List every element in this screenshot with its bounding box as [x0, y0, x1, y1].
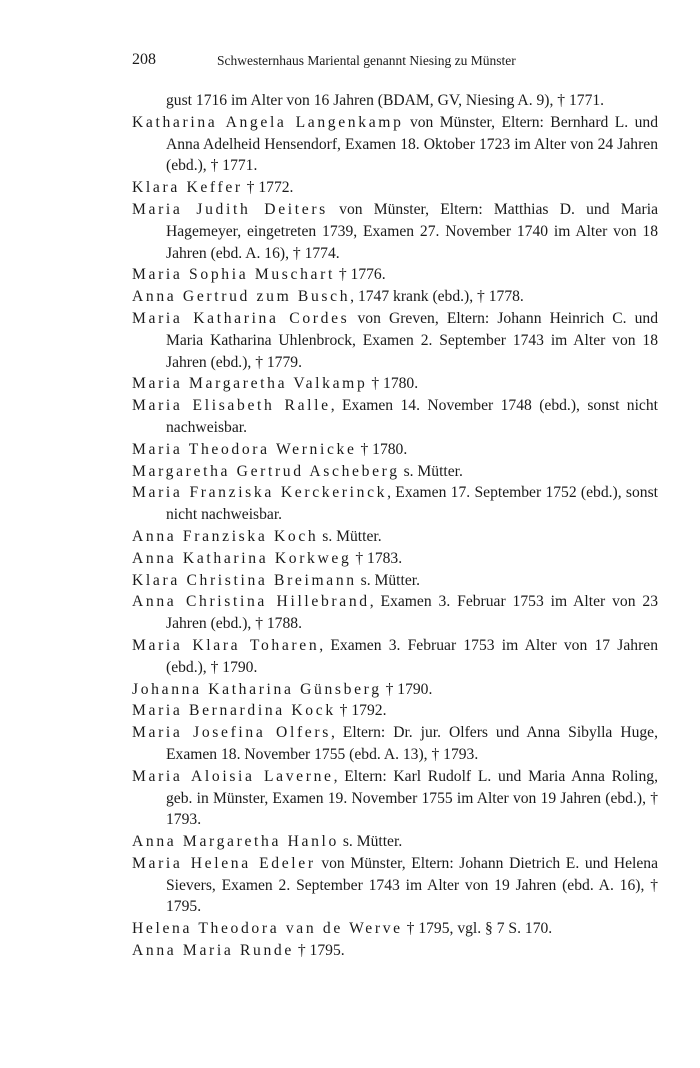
entry-name: Margaretha Gertrud Ascheberg [132, 462, 400, 480]
list-item [132, 526, 658, 548]
list-item [132, 177, 658, 199]
entry-name: Anna Margaretha Hanlo [132, 833, 339, 851]
list-item [132, 548, 658, 570]
entry-text: † 1783. [351, 549, 403, 567]
entry-name: Maria Helena Edeler [132, 854, 316, 872]
list-item [132, 439, 658, 461]
entry-text: , Examen 3. Februar 1753 im Alter von 23 Jahren (ebd.), † 1788. [166, 593, 658, 633]
entry-text: s. Mütter. [356, 571, 420, 589]
entry-name: Maria Klara Toharen [132, 636, 320, 654]
list-item [132, 918, 658, 940]
entry-text: von Münster, Eltern: Johann Dietrich E. und Helena Sievers, Examen 2. September 1743 im Alter von 19 Jahren (ebd. A. 16), † 1795. [166, 854, 659, 916]
entry-name: Maria Margaretha Valkamp [132, 375, 368, 393]
entry-text: gust 1716 im Alter von 16 Jahren (BDAM, GV, Niesing A. 9), † 1771. [166, 92, 605, 109]
entry-text: , Eltern: Karl Rudolf L. und Maria Anna Roling, geb. in Münster, Examen 19. November 1755 im Alter von 19 Jahren (ebd.), † 1793. [166, 767, 658, 829]
list-item [132, 395, 658, 439]
entry-name: Anna Christina Hillebrand [132, 593, 370, 611]
entry-name: Maria Theodora Wernicke [132, 440, 357, 458]
entry-name: Maria Aloisia Laverne [132, 767, 334, 785]
entry-name: Klara Christina Breimann [132, 571, 357, 589]
entry-name: Katharina Angela Langenkamp [132, 113, 404, 131]
entry-name: Anna Katharina Korkweg [132, 549, 352, 567]
entry-name: Anna Gertrud zum Busch [132, 288, 351, 306]
running-head: Schwesternhaus Mariental genannt Niesing zu Münster [217, 53, 516, 68]
entry-name: Maria Sophia Muschart [132, 266, 335, 284]
entry-name: Anna Franziska Koch [132, 527, 319, 545]
entry-text: † 1780. [356, 440, 408, 458]
list-item [132, 853, 658, 918]
entry-text: von Münster, Eltern: Matthias D. und Maria Hagemeyer, eingetreten 1739, Examen 27. November 1740 im Alter von 18 Jahren (ebd. A. 16), † 1774. [166, 200, 658, 262]
entry-text: † 1795, vgl. § 7 S. 170. [402, 920, 553, 938]
entry-name: Maria Katharina Cordes [132, 309, 350, 327]
list-item [132, 90, 658, 112]
entry-name: Klara Keffer [132, 179, 243, 197]
entry-text: s. Mütter. [338, 833, 403, 851]
entry-name: Maria Elisabeth Ralle [132, 397, 331, 415]
entry-name: Anna Maria Runde [132, 942, 294, 960]
entry-text: von Münster, Eltern: Bernhard L. und Anna Adelheid Hensendorf, Examen 18. Oktober 1723 im Alter von 24 Jahren (ebd.), † 1771. [166, 113, 658, 175]
page-number: 208 [132, 51, 156, 68]
list-item [132, 199, 658, 264]
list-item [132, 679, 658, 701]
entry-text: , Eltern: Dr. jur. Olfers und Anna Sibylla Huge, Examen 18. November 1755 (ebd. A. 13), † 1793. [166, 724, 658, 763]
entry-text: † 1792. [335, 702, 387, 720]
entry-name: Maria Josefina Olfers [132, 724, 331, 742]
entry-text: † 1776. [334, 266, 386, 284]
entry-text: von Greven, Eltern: Johann Heinrich C. und Maria Katharina Uhlenbrock, Examen 2. September 1743 im Alter von 18 Jahren (ebd.), † 1779. [166, 309, 659, 371]
list-item [132, 112, 658, 177]
entry-list [132, 90, 658, 962]
entry-text: † 1780. [367, 375, 419, 393]
list-item [132, 308, 658, 373]
list-item [132, 482, 658, 526]
list-item [132, 570, 658, 592]
entry-name: Maria Franziska Kerckerinck [132, 484, 388, 502]
list-item [132, 591, 658, 635]
entry-name: Maria Bernardina Kock [132, 702, 336, 720]
entry-text: , Examen 14. November 1748 (ebd.), sonst nicht nachweisbar. [166, 397, 658, 436]
list-item [132, 940, 658, 962]
list-item [132, 700, 658, 722]
list-item [132, 373, 658, 395]
entry-text: † 1790. [381, 680, 433, 698]
entry-name: Johanna Katharina Günsberg [132, 680, 382, 698]
list-item [132, 831, 658, 853]
entry-name: Helena Theodora van de Werve [132, 920, 403, 938]
entry-name: Maria Judith Deiters [132, 200, 328, 218]
entry-text: † 1772. [242, 179, 294, 197]
entry-text: † 1795. [293, 942, 345, 960]
entry-text: , 1747 krank (ebd.), † 1778. [350, 288, 524, 306]
entry-text: , Examen 3. Februar 1753 im Alter von 17 Jahren (ebd.), † 1790. [166, 636, 658, 676]
list-item [132, 722, 658, 766]
entry-text: s. Mütter. [399, 462, 463, 480]
list-item [132, 264, 658, 286]
entry-text: s. Mütter. [318, 527, 382, 545]
list-item [132, 635, 658, 679]
list-item [132, 461, 658, 483]
list-item [132, 766, 658, 831]
entry-text: , Examen 17. September 1752 (ebd.), sonst nicht nachweisbar. [166, 484, 658, 524]
list-item [132, 286, 658, 308]
